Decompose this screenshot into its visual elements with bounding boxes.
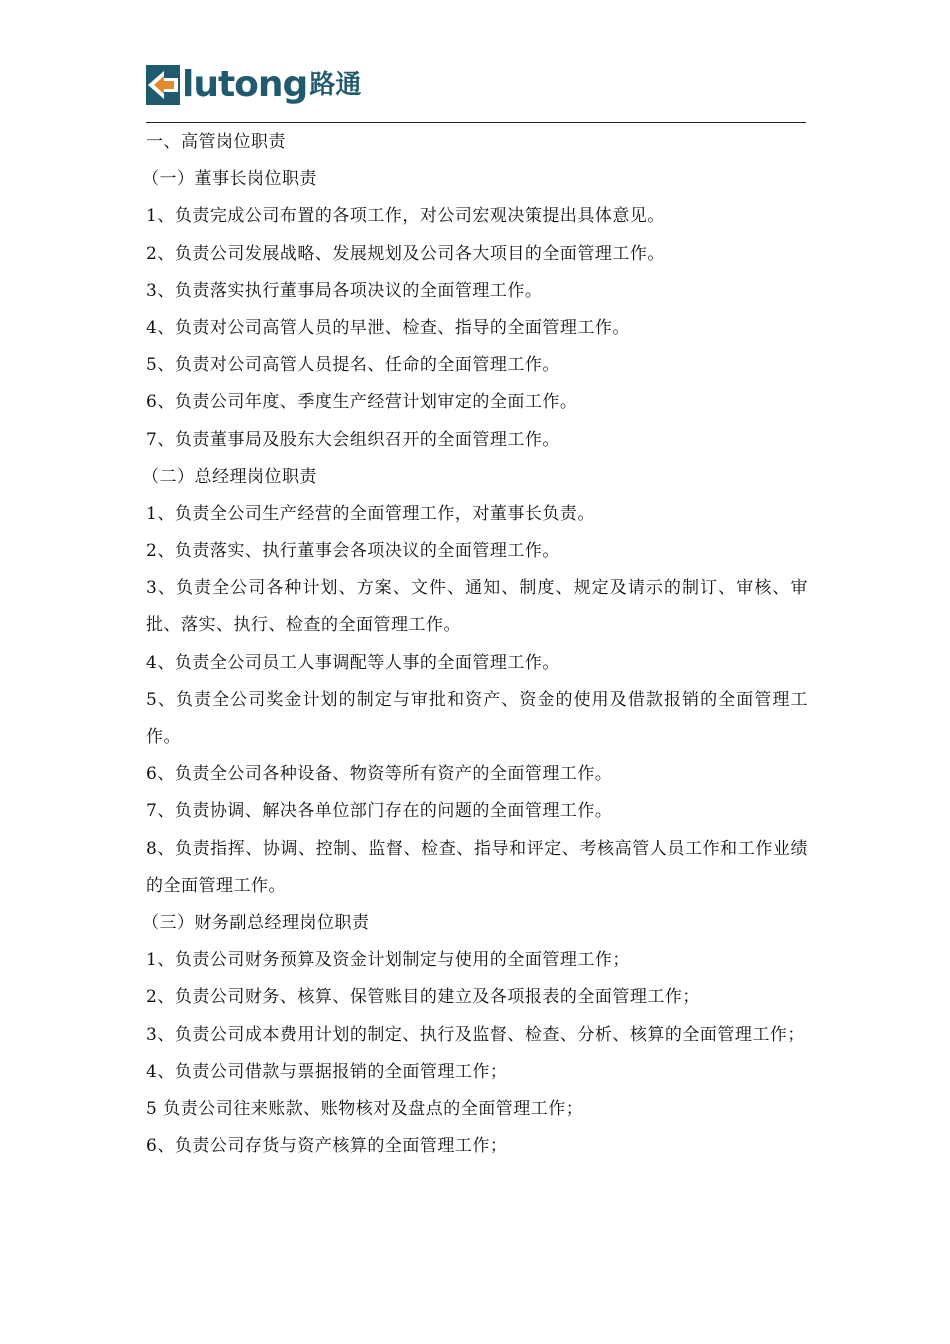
logo-text: lutong xyxy=(182,64,308,105)
paragraph: 7、负责协调、解决各单位部门存在的问题的全面管理工作。 xyxy=(146,801,613,822)
paragraph: 1、负责完成公司布置的各项工作，对公司宏观决策提出具体意见。 xyxy=(146,206,665,227)
paragraph: 8、负责指挥、协调、控制、监督、检查、指导和评定、考核高管人员工作和工作业绩的全面管理工作。 xyxy=(146,838,808,896)
company-logo xyxy=(146,64,361,106)
paragraph: 5、负责对公司高管人员提名、任命的全面管理工作。 xyxy=(146,355,560,376)
logo-mark-icon xyxy=(146,65,180,105)
paragraph: 4、负责对公司高管人员的早泄、检查、指导的全面管理工作。 xyxy=(146,317,630,338)
paragraph: 2、负责公司财务、核算、保管账目的建立及各项报表的全面管理工作； xyxy=(146,987,700,1008)
subsection-heading: （一）董事长岗位职责 xyxy=(142,169,317,190)
paragraph: 3、负责落实执行董事局各项决议的全面管理工作。 xyxy=(146,280,543,301)
paragraph: 5、负责全公司奖金计划的制定与审批和资产、资金的使用及借款报销的全面管理工作。 xyxy=(146,689,808,748)
paragraph: 1、负责全公司生产经营的全面管理工作，对董事长负责。 xyxy=(146,503,595,524)
paragraph: 3、负责全公司各种计划、方案、文件、通知、制度、规定及请示的制订、审核、审批、落实、执行、检查的全面管理工作。 xyxy=(146,578,808,636)
subsection-heading: （二）总经理岗位职责 xyxy=(142,466,317,487)
paragraph: 6、负责公司存货与资产核算的全面管理工作； xyxy=(146,1136,508,1157)
paragraph: 7、负责董事局及股东大会组织召开的全面管理工作。 xyxy=(146,429,560,450)
paragraph: 2、负责公司发展战略、发展规划及公司各大项目的全面管理工作。 xyxy=(146,243,665,264)
subsection-heading: （三）财务副总经理岗位职责 xyxy=(142,913,370,934)
logo-chinese-text: 路通 xyxy=(309,70,362,100)
paragraph: 4、负责公司借款与票据报销的全面管理工作； xyxy=(146,1061,508,1082)
paragraph: 5 负责公司往来账款、账物核对及盘点的全面管理工作； xyxy=(146,1098,584,1119)
paragraph: 2、负责落实、执行董事会各项决议的全面管理工作。 xyxy=(146,541,560,562)
paragraph: 1、负责公司财务预算及资金计划制定与使用的全面管理工作； xyxy=(146,950,630,971)
document-header xyxy=(146,64,806,124)
document-body xyxy=(142,124,808,1165)
paragraph: 6、负责全公司各种设备、物资等所有资产的全面管理工作。 xyxy=(146,764,613,785)
section-heading: 一、高管岗位职责 xyxy=(146,132,286,152)
header-rule xyxy=(146,122,806,123)
paragraph: 4、负责全公司员工人事调配等人事的全面管理工作。 xyxy=(146,652,560,673)
paragraph: 6、负责公司年度、季度生产经营计划审定的全面工作。 xyxy=(146,392,578,413)
paragraph: 3、负责公司成本费用计划的制定、执行及监督、检查、分析、核算的全面管理工作； xyxy=(146,1024,805,1045)
